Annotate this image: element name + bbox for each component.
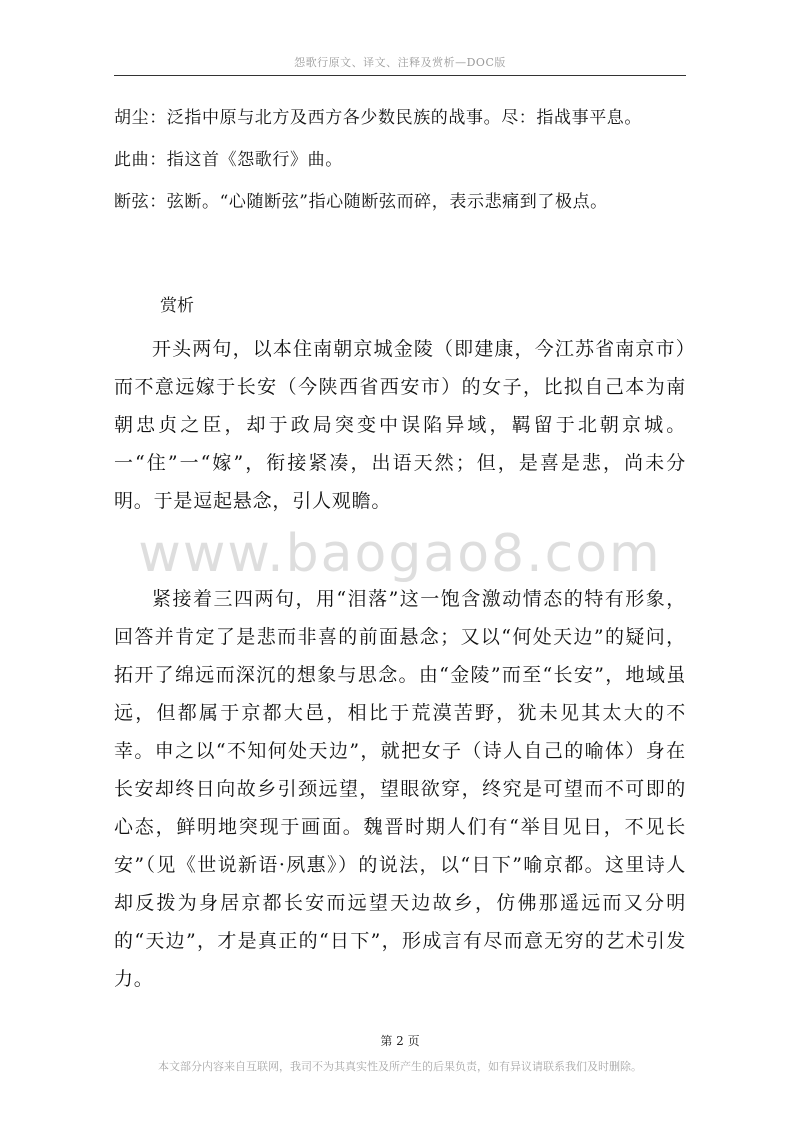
section-title-appreciation: 赏析 — [160, 296, 194, 316]
paragraph-text: 紧接着三四两句，用“泪落”这一饱含激动情态的特有形象，回答并肯定了是悲而非喜的前面悬念；又以“何处天边”的疑问，拓开了绵远而深沉的想象与思念。由“金陵”而至“长安”，地域虽远，但都属于京都大邑，相比于荒漠苦野，犹未见其太大的不幸。申之以“不知何处天边”，就把女子（诗人自己的喻体）身在长安却终日向故乡引颈远望，望眼欲穿，终究是可望而不可即的心态，鲜明地突现于画面。魏晋时期人们有“举目见日，不见长安”（见《世说新语·夙惠》）的说法，以“日下”喻京都。这里诗人却反拨为身居京都长安而远望天边故乡，仿佛那遥远而又分明的“天边”，才是真正的“日下”，形成言有尽而意无穷的艺术引发力。 — [114, 588, 686, 990]
note-line-hu-chen: 胡尘：泛指中原与北方及西方各少数民族的战事。尽：指战事平息。 — [114, 108, 642, 128]
note-line-duan-xian: 断弦：弦断。“心随断弦”指心随断弦而碎，表示悲痛到了极点。 — [114, 192, 608, 212]
header-divider — [114, 75, 686, 76]
page-number: 第 2 页 — [380, 1034, 420, 1048]
appreciation-paragraph-1 — [114, 330, 686, 520]
watermark-text: www.baogao8.com — [138, 524, 662, 584]
paragraph-text: 开头两句，以本住南朝京城金陵（即建康，今江苏省南京市）而不意远嫁于长安（今陕西省西安市）的女子，比拟自己本为南朝忠贞之臣，却于政局突变中误陷异域，羁留于北朝京城。一“住”一“嫁”，衔接紧凑，出语天然；但，是喜是悲，尚未分明。于是逗起悬念，引人观瞻。 — [114, 338, 686, 512]
page-header: 怨歌行原文、译文、注释及赏析—DOC版 — [294, 56, 506, 69]
note-line-ci-qu: 此曲：指这首《怨歌行》曲。 — [114, 150, 343, 170]
appreciation-paragraph-2 — [114, 580, 686, 998]
page-footer-disclaimer: 本文部分内容来自互联网，我司不为其真实性及所产生的后果负责，如有异议请联系我们及时删除。 — [158, 1060, 642, 1073]
